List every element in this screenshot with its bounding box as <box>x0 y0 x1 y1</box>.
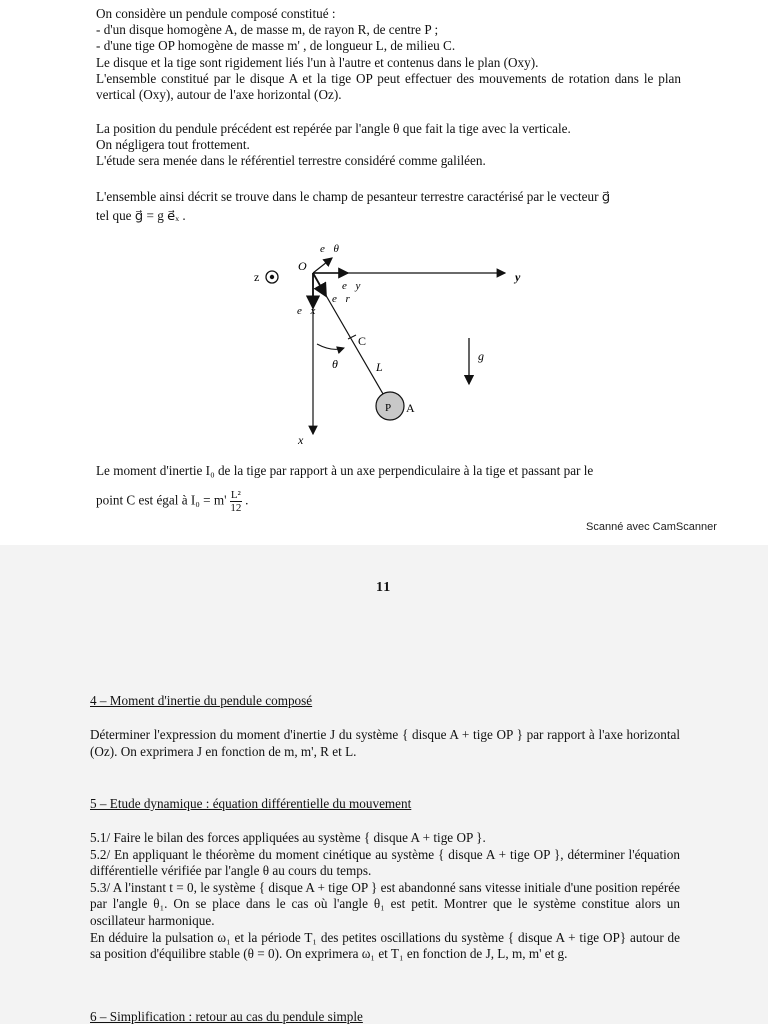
position-line: On négligera tout frottement. <box>96 137 250 153</box>
c-label: C <box>358 334 367 348</box>
y-axis-label: y <box>515 270 521 284</box>
z-axis-label: z <box>254 270 260 284</box>
inertia-paragraph <box>96 463 681 514</box>
x-axis-label: x <box>298 433 304 447</box>
e-y-label: e⃗y <box>342 280 361 292</box>
intro-paragraph <box>96 6 681 103</box>
e-x-label: e⃗x <box>297 305 316 317</box>
section-5-body <box>90 830 680 963</box>
e-r-vector <box>313 273 326 296</box>
section-4-text: Déterminer l'expression du moment d'inertie J du système { disque A + tige OP } par rapport à l'axe horizontal (Oz). On exprimera J en fonction de m, m', R et L. <box>90 727 680 759</box>
section-6-title: 6 – Simplification : retour au cas du pendule simple <box>90 1009 363 1024</box>
intro-line: - d'un disque homogène A, de masse m, de rayon R, de centre P ; <box>96 22 439 38</box>
position-line: L'étude sera menée dans le référentiel terrestre considéré comme galiléen. <box>96 153 486 169</box>
scanner-watermark: Scanné avec CamScanner <box>586 521 717 533</box>
intro-line: On considère un pendule composé constitué : <box>96 6 336 21</box>
question-5-3: 5.3/ A l'instant t = 0, le système { disque A + tige OP } est abandonné sans vitesse initiale d'une position repérée par l'angle θ₁. On se place dans le cas où l'angle θ₁ est petit. Montrer que le système constitue alors un oscillateur harmonique. <box>90 879 680 928</box>
gravity-line: L'ensemble ainsi décrit se trouve dans le champ de pesanteur terrestre caractérisé par le vecteur g⃗ <box>96 189 611 204</box>
origin-label: O <box>298 259 307 273</box>
a-label: A <box>406 401 415 415</box>
inertia-suffix: . <box>245 492 249 508</box>
inertia-line: Le moment d'inertie I₀ de la tige par rapport à un axe perpendiculaire à la tige et passant par le <box>96 463 594 478</box>
e-theta-vector <box>313 258 332 273</box>
position-paragraph <box>96 121 681 170</box>
page-number: 11 <box>376 580 392 595</box>
e-theta-label: e⃗θ <box>320 243 339 255</box>
question-5-2: 5.2/ En appliquant le théorème du moment cinétique au système { disque A + tige OP }, déterminer l'équation différentielle vérifiée par l'angle θ au cours du temps. <box>90 846 680 879</box>
z-axis-dot-icon <box>270 275 274 279</box>
theta-label: θ <box>332 357 338 371</box>
pendulum-diagram <box>240 236 540 448</box>
theta-arc <box>317 344 344 349</box>
intro-line: L'ensemble constitué par le disque A et la tige OP peut effectuer des mouvements de rotation dans le plan vertical (Oxy), autour de l'axe horizontal (Oz). <box>96 70 681 103</box>
e-r-label: e⃗r <box>332 293 350 305</box>
gravity-line: tel que g⃗ = g e⃗ₓ . <box>96 208 186 224</box>
question-5-3-followup: En déduire la pulsation ω₁ et la période T₁ des petites oscillations du système { disque A + tige OP} autour de sa position d'équilibre stable (θ = 0). On exprimera ω₁ et T₁ en fonction de J, L, m, m' et g. <box>90 929 680 962</box>
gravity-label: g⃗ <box>478 349 494 363</box>
intro-line: Le disque et la tige sont rigidement liés l'un à l'autre et contenus dans le plan (Oxy). <box>96 54 539 70</box>
length-label: L <box>376 360 383 374</box>
fraction-numerator: L² <box>230 489 241 502</box>
question-5-1: 5.1/ Faire le bilan des forces appliquées au système { disque A + tige OP }. <box>90 830 486 845</box>
gravity-paragraph <box>96 189 681 224</box>
position-line: La position du pendule précédent est repérée par l'angle θ que fait la tige avec la verticale. <box>96 121 571 136</box>
inertia-line-2 <box>96 489 681 514</box>
section-5-title: 5 – Etude dynamique : équation différentielle du mouvement <box>90 796 412 811</box>
inertia-prefix: point C est égal à I₀ = m' <box>96 492 227 508</box>
section-4-title: 4 – Moment d'inertie du pendule composé <box>90 693 313 708</box>
inertia-fraction <box>230 489 242 514</box>
p-label: P <box>385 402 392 414</box>
section-4-body <box>90 727 680 760</box>
intro-line: - d'une tige OP homogène de masse m' , de longueur L, de milieu C. <box>96 38 456 54</box>
fraction-denominator: 12 <box>230 502 242 515</box>
